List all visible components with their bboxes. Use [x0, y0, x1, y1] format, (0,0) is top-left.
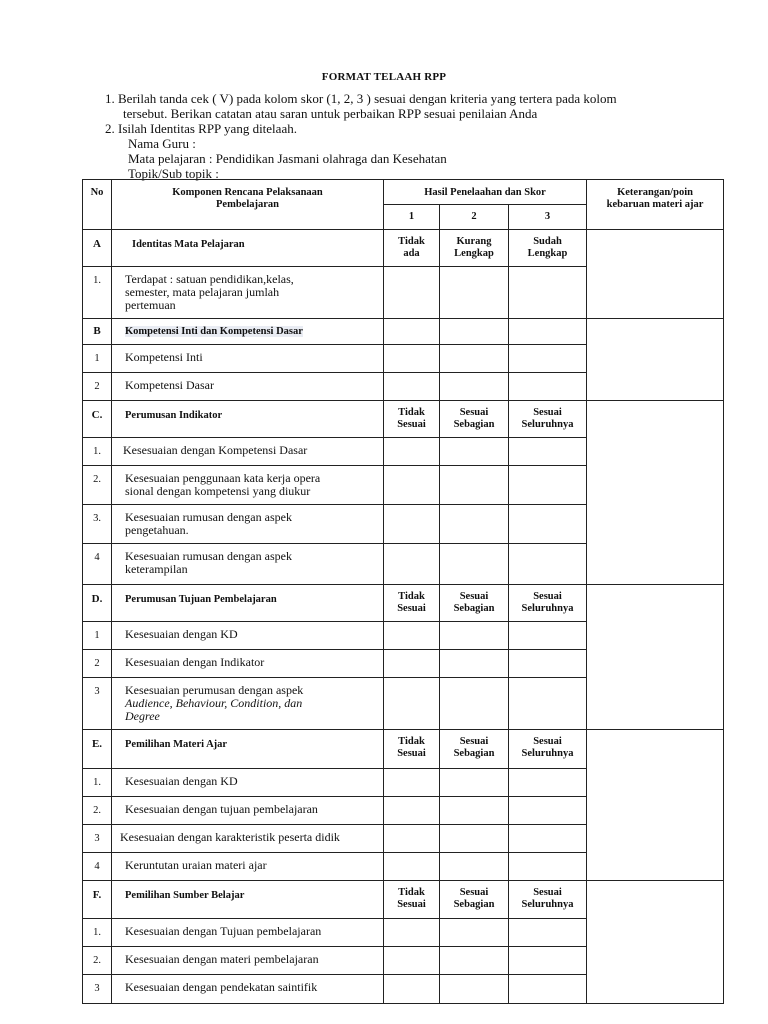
score-cell-1[interactable]: [384, 853, 440, 881]
score-cell-2[interactable]: [440, 373, 509, 401]
table-row: 1 Kompetensi Inti: [83, 345, 724, 373]
section-label: Pemilihan Sumber Belajar: [112, 881, 384, 919]
score-cell-3[interactable]: [509, 769, 587, 797]
criteria-text: Kesesuaian dengan Tujuan pembelajaran: [112, 919, 384, 947]
instruction-1-line-1: 1. Berilah tanda cek ( V) pada kolom skor (1, 2, 3 ) sesuai dengan kriteria yang tertera pada kolom: [105, 91, 617, 106]
score-cell-3[interactable]: [509, 544, 587, 585]
table-row: 3 Kesesuaian perumusan dengan aspek Audience, Behaviour, Condition, dan Degree: [83, 678, 724, 730]
header-score-2: 2: [440, 205, 509, 230]
table-row: 1. Kesesuaian dengan Kompetensi Dasar: [83, 438, 724, 466]
section-f-row: F. Pemilihan Sumber Belajar Tidak Sesuai Sesuai Sebagian Sesuai Seluruhnya: [83, 881, 724, 919]
score-cell-2[interactable]: [440, 825, 509, 853]
notes-cell[interactable]: [587, 585, 724, 730]
score-cell-2[interactable]: [440, 797, 509, 825]
table-row: 3 Kesesuaian dengan pendekatan saintifik: [83, 975, 724, 1004]
score-cell-3[interactable]: [509, 825, 587, 853]
section-label: Perumusan Tujuan Pembelajaran: [112, 585, 384, 622]
score-cell-1[interactable]: [384, 769, 440, 797]
score-cell-1[interactable]: [384, 947, 440, 975]
score-option-3: Sesuai Seluruhnya: [509, 585, 587, 622]
topic-field: Topik/Sub topik :: [128, 166, 219, 181]
table-row: 1. Terdapat : satuan pendidikan,kelas, semester, mata pelajaran jumlah pertemuan: [83, 267, 724, 319]
table-row: 4 Kesesuaian rumusan dengan aspek keterampilan: [83, 544, 724, 585]
score-cell-1[interactable]: [384, 678, 440, 730]
header-notes: Keterangan/poin kebaruan materi ajar: [587, 180, 724, 230]
table-row: 3. Kesesuaian rumusan dengan aspek pengetahuan.: [83, 505, 724, 544]
score-cell-1[interactable]: [384, 975, 440, 1004]
score-cell-3[interactable]: [509, 975, 587, 1004]
score-cell-2[interactable]: [440, 466, 509, 505]
score-cell-2[interactable]: [440, 853, 509, 881]
score-cell-1[interactable]: [384, 505, 440, 544]
score-cell-3[interactable]: [509, 797, 587, 825]
header-score-1: 1: [384, 205, 440, 230]
criteria-text: Kesesuaian dengan tujuan pembelajaran: [112, 797, 384, 825]
criteria-text: Kesesuaian dengan Indikator: [112, 650, 384, 678]
teacher-name-field: Nama Guru :: [128, 136, 196, 151]
table-row: 2 Kompetensi Dasar: [83, 373, 724, 401]
score-cell-3[interactable]: [509, 622, 587, 650]
header-score-3: 3: [509, 205, 587, 230]
notes-cell[interactable]: [587, 881, 724, 1004]
score-cell-2[interactable]: [440, 650, 509, 678]
score-cell-2[interactable]: [440, 505, 509, 544]
score-option-1: Tidak Sesuai: [384, 585, 440, 622]
table-row: 2. Kesesuaian dengan materi pembelajaran: [83, 947, 724, 975]
table-header-row: [83, 180, 724, 205]
instruction-1-line-2: tersebut. Berikan catatan atau saran untuk perbaikan RPP sesuai penilaian Anda: [123, 106, 538, 121]
criteria-text: Kesesuaian rumusan dengan aspek pengetahuan.: [112, 505, 384, 544]
score-cell-3[interactable]: [509, 438, 587, 466]
section-label: Perumusan Indikator: [112, 401, 384, 438]
score-cell-2[interactable]: [440, 919, 509, 947]
score-option-1: Tidak Sesuai: [384, 401, 440, 438]
score-option-1: Tidak Sesuai: [384, 881, 440, 919]
section-label: Kompetensi Inti dan Kompetensi Dasar: [112, 319, 384, 345]
score-option-1: Tidak ada: [384, 230, 440, 267]
score-option-2: Sesuai Sebagian: [440, 585, 509, 622]
header-result: Hasil Penelaahan dan Skor: [384, 180, 587, 205]
header-no: No: [83, 180, 112, 230]
table-row: 2. Kesesuaian dengan tujuan pembelajaran: [83, 797, 724, 825]
notes-cell[interactable]: [587, 730, 724, 881]
score-cell-1[interactable]: [384, 544, 440, 585]
table-row: 1 Kesesuaian dengan KD: [83, 622, 724, 650]
criteria-text: Kompetensi Inti: [112, 345, 384, 373]
notes-cell[interactable]: [587, 401, 724, 585]
table-row: 3 Kesesuaian dengan karakteristik peserta didik: [83, 825, 724, 853]
section-e-row: E. Pemilihan Materi Ajar Tidak Sesuai Sesuai Sebagian Sesuai Seluruhnya: [83, 730, 724, 769]
section-label: Identitas Mata Pelajaran: [112, 230, 384, 267]
section-d-row: D. Perumusan Tujuan Pembelajaran Tidak Sesuai Sesuai Sebagian Sesuai Seluruhnya: [83, 585, 724, 622]
subject-field: Mata pelajaran : Pendidikan Jasmani olahraga dan Kesehatan: [128, 151, 447, 166]
score-cell-1[interactable]: [384, 345, 440, 373]
criteria-text: Kesesuaian dengan KD: [112, 622, 384, 650]
score-cell-2[interactable]: [440, 438, 509, 466]
score-cell-1[interactable]: [384, 373, 440, 401]
score-option-3: Sesuai Seluruhnya: [509, 881, 587, 919]
score-cell-1[interactable]: [384, 319, 440, 345]
score-cell-3[interactable]: [509, 466, 587, 505]
table-row: 2. Kesesuaian penggunaan kata kerja opera sional dengan kompetensi yang diukur: [83, 466, 724, 505]
notes-cell[interactable]: [587, 319, 724, 401]
score-cell-3[interactable]: [509, 947, 587, 975]
score-cell-2[interactable]: [440, 975, 509, 1004]
score-cell-2[interactable]: [440, 622, 509, 650]
criteria-text: Kompetensi Dasar: [112, 373, 384, 401]
table-row: 2 Kesesuaian dengan Indikator: [83, 650, 724, 678]
criteria-text: Kesesuaian dengan KD: [112, 769, 384, 797]
notes-cell[interactable]: [587, 230, 724, 319]
section-c-row: C. Perumusan Indikator Tidak Sesuai Sesuai Sebagian Sesuai Seluruhnya: [83, 401, 724, 438]
score-cell-3[interactable]: [509, 373, 587, 401]
score-option-2: Sesuai Sebagian: [440, 881, 509, 919]
score-cell-1[interactable]: [384, 466, 440, 505]
section-a-row: [83, 230, 724, 267]
section-no: A: [83, 230, 112, 267]
score-cell-2[interactable]: [440, 319, 509, 345]
criteria-text: Kesesuaian perumusan dengan aspek Audience, Behaviour, Condition, dan Degree: [112, 678, 384, 730]
section-b-row: B Kompetensi Inti dan Kompetensi Dasar: [83, 319, 724, 345]
score-cell-3[interactable]: [509, 267, 587, 319]
score-option-2: Kurang Lengkap: [440, 230, 509, 267]
score-cell-2[interactable]: [440, 267, 509, 319]
score-cell-1[interactable]: [384, 797, 440, 825]
score-option-3: Sesuai Seluruhnya: [509, 401, 587, 438]
score-cell-3[interactable]: [509, 345, 587, 373]
criteria-text: Kesesuaian dengan Kompetensi Dasar: [112, 438, 384, 466]
score-cell-1[interactable]: [384, 919, 440, 947]
score-cell-1[interactable]: [384, 267, 440, 319]
score-cell-3[interactable]: [509, 650, 587, 678]
document-title: FORMAT TELAAH RPP: [321, 71, 447, 83]
score-option-2: Sesuai Sebagian: [440, 401, 509, 438]
score-cell-1[interactable]: [384, 825, 440, 853]
score-option-3: Sesuai Seluruhnya: [509, 730, 587, 769]
header-component: Komponen Rencana Pelaksanaan Pembelajaran: [112, 180, 384, 230]
score-option-3: Sudah Lengkap: [509, 230, 587, 267]
criteria-text: Kesesuaian dengan karakteristik peserta didik: [112, 825, 384, 853]
score-cell-2[interactable]: [440, 769, 509, 797]
criteria-text: Kesesuaian dengan materi pembelajaran: [112, 947, 384, 975]
review-table: [82, 179, 724, 1004]
score-cell-3[interactable]: [509, 853, 587, 881]
criteria-text: Keruntutan uraian materi ajar: [112, 853, 384, 881]
table-row: 1. Kesesuaian dengan KD: [83, 769, 724, 797]
criteria-text: Kesesuaian dengan pendekatan saintifik: [112, 975, 384, 1004]
score-option-1: Tidak Sesuai: [384, 730, 440, 769]
score-cell-3[interactable]: [509, 505, 587, 544]
score-cell-2[interactable]: [440, 678, 509, 730]
table-row: 1. Kesesuaian dengan Tujuan pembelajaran: [83, 919, 724, 947]
score-cell-3[interactable]: [509, 919, 587, 947]
criteria-text: Terdapat : satuan pendidikan,kelas, semester, mata pelajaran jumlah pertemuan: [112, 267, 384, 319]
score-option-2: Sesuai Sebagian: [440, 730, 509, 769]
section-label: Pemilihan Materi Ajar: [112, 730, 384, 769]
score-cell-2[interactable]: [440, 544, 509, 585]
score-cell-1[interactable]: [384, 438, 440, 466]
score-cell-1[interactable]: [384, 622, 440, 650]
score-cell-3[interactable]: [509, 678, 587, 730]
criteria-text: Kesesuaian rumusan dengan aspek keterampilan: [112, 544, 384, 585]
score-cell-3[interactable]: [509, 319, 587, 345]
score-cell-2[interactable]: [440, 345, 509, 373]
table-row: 4 Keruntutan uraian materi ajar: [83, 853, 724, 881]
criteria-text: Kesesuaian penggunaan kata kerja opera sional dengan kompetensi yang diukur: [112, 466, 384, 505]
score-cell-2[interactable]: [440, 947, 509, 975]
score-cell-1[interactable]: [384, 650, 440, 678]
instruction-2: 2. Isilah Identitas RPP yang ditelaah.: [105, 121, 297, 136]
